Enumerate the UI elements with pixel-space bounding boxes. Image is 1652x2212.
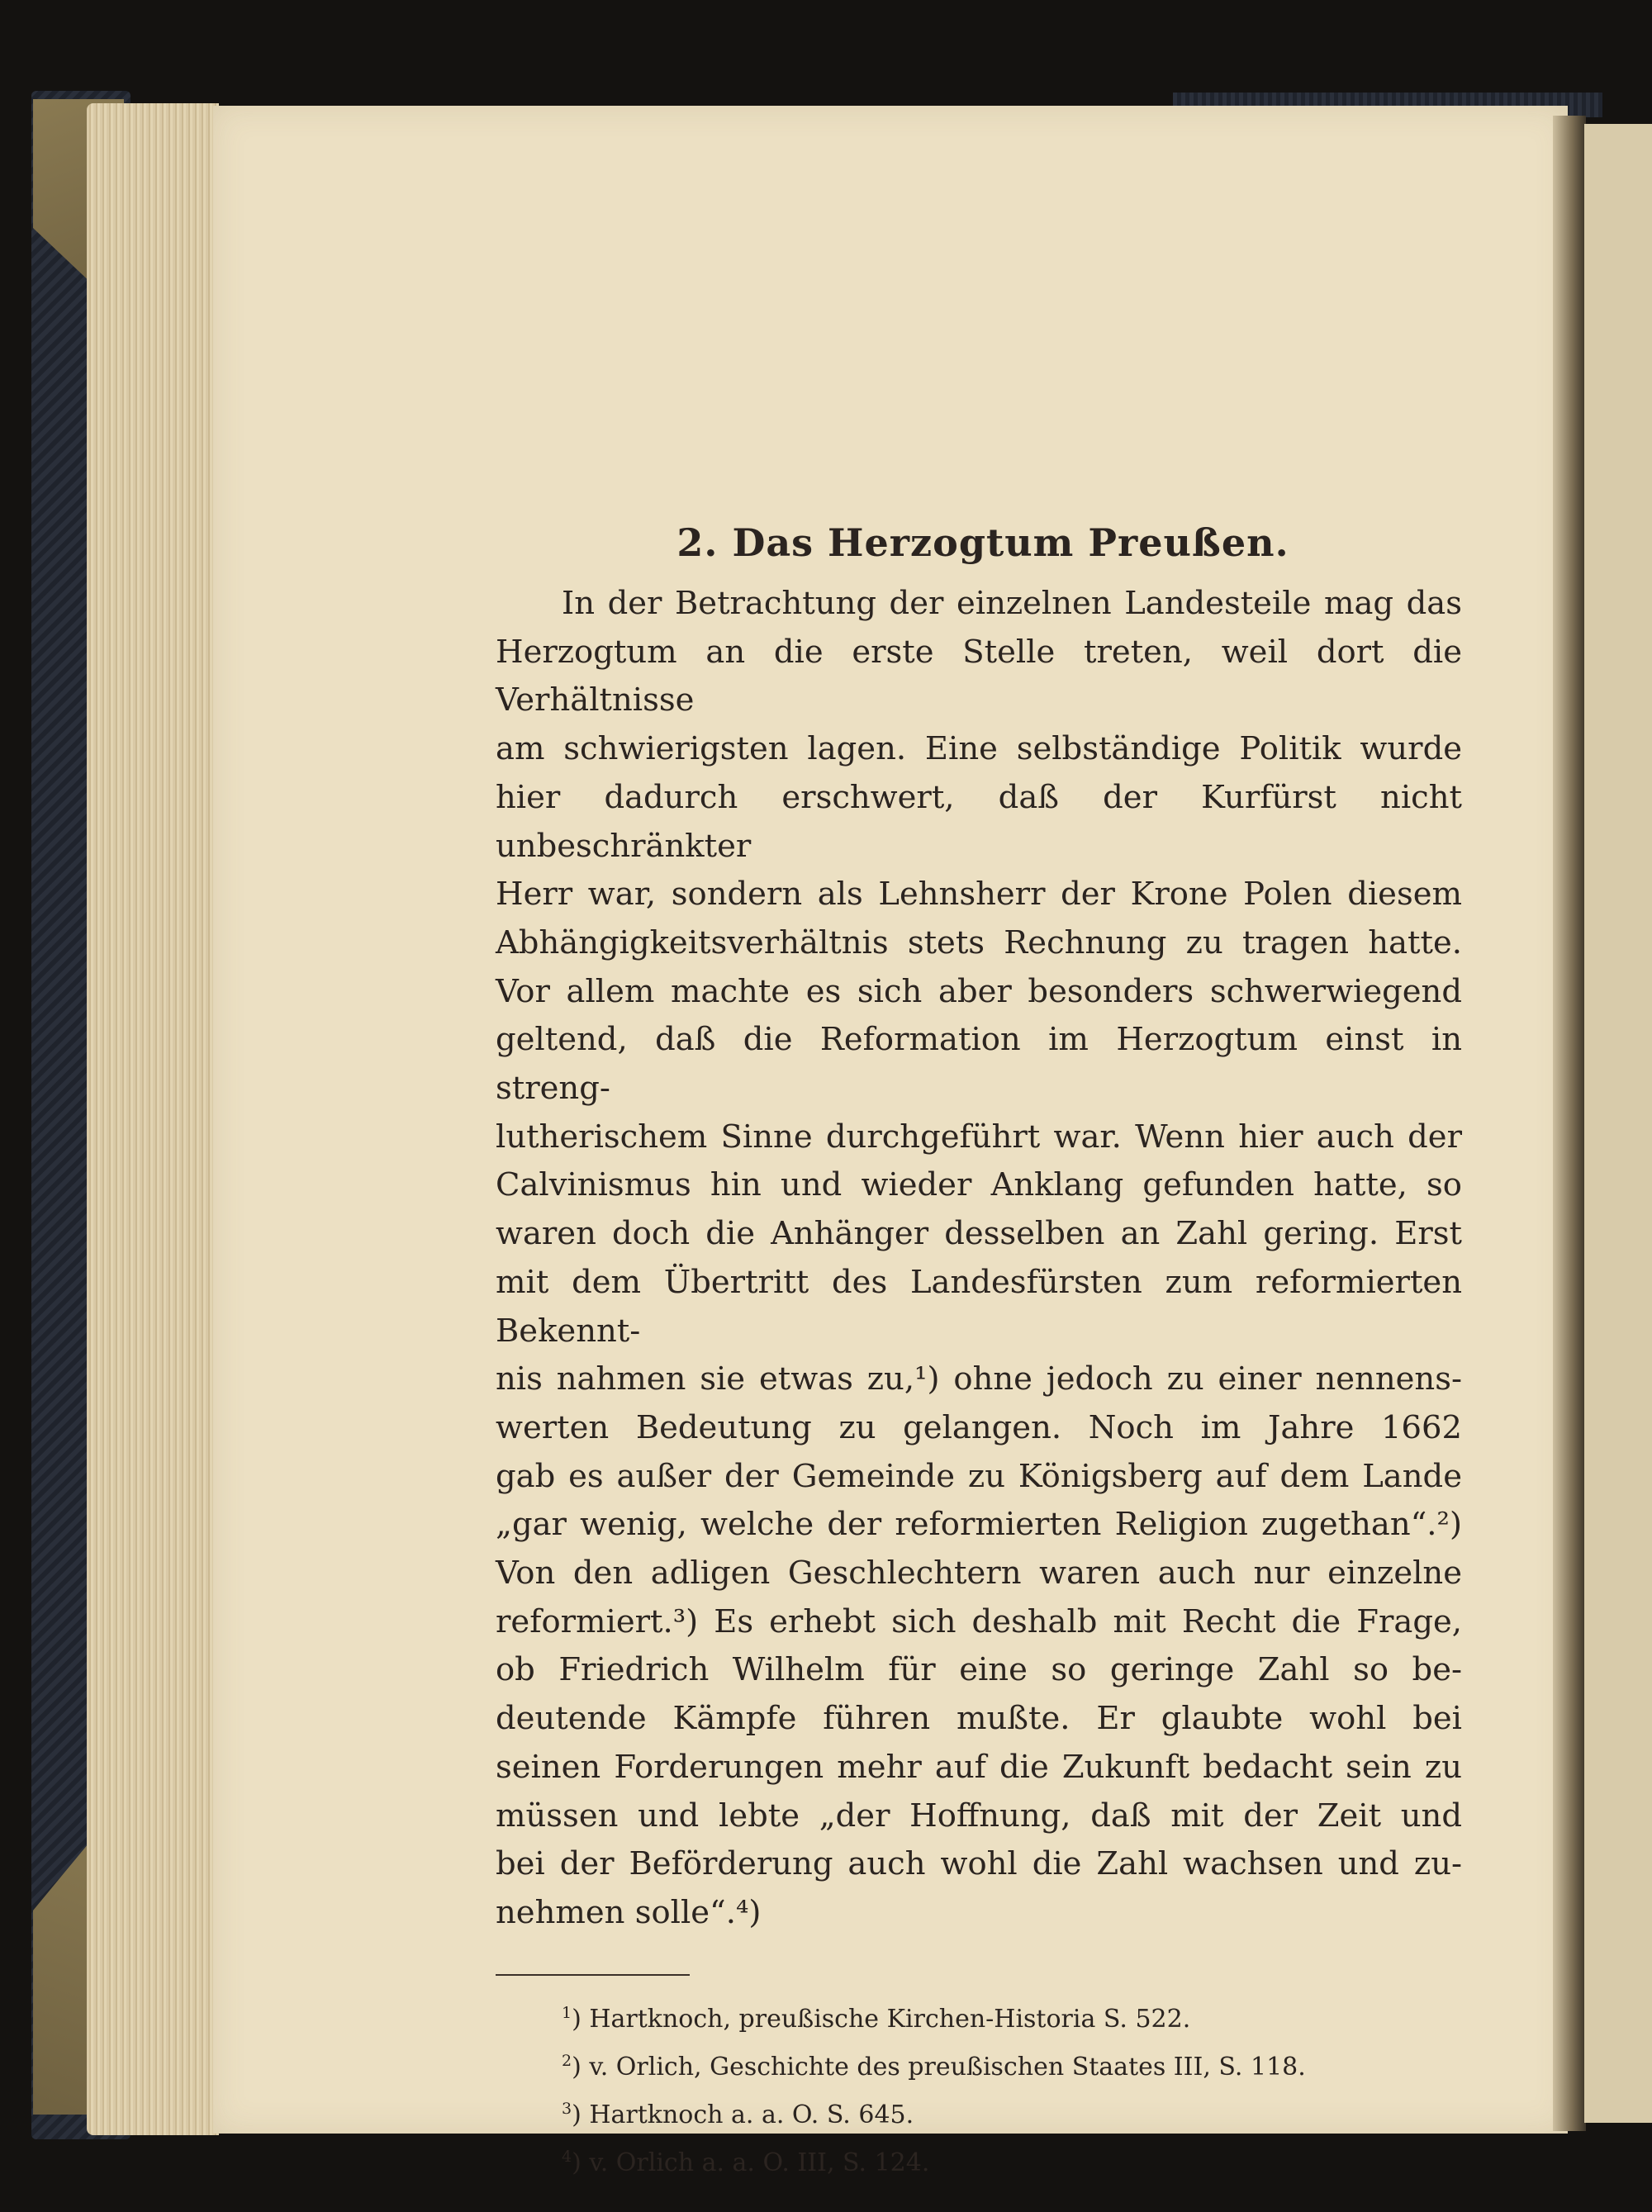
- text-line: ob Friedrich Wilhelm für eine so geringe Zahl so be-: [496, 1651, 1462, 1689]
- text-line: bei der Beförderung auch wohl die Zahl wachsen und zu-: [496, 1845, 1462, 1883]
- footnote-divider: [496, 1974, 690, 1976]
- text-line: Herzogtum an die erste Stelle treten, weil dort die Verhältnisse: [496, 633, 1462, 719]
- section-title: Das Herzogtum Preußen.: [732, 520, 1289, 565]
- page-content: [496, 520, 1462, 2184]
- text-line: lutherischem Sinne durchgeführt war. Wenn hier auch der: [496, 1118, 1462, 1156]
- page-edges: [87, 103, 219, 2135]
- text-line: nis nahmen sie etwas zu,¹) ohne jedoch zu einer nennens-: [496, 1360, 1462, 1398]
- text-line: am schwierigsten lagen. Eine selbständige Politik wurde: [496, 730, 1462, 768]
- text-line: nehmen solle“.⁴): [496, 1893, 762, 1931]
- footnote: $^2$) v. Orlich, Geschichte des preußischen Staates III, S. 118.: [562, 2051, 1306, 2081]
- text-line: Herr war, sondern als Lehnsherr der Krone Polen diesem: [496, 876, 1462, 914]
- facing-page-edge: [1584, 124, 1652, 2123]
- section-number: 2.: [676, 520, 719, 565]
- text-line: gab es außer der Gemeinde zu Königsberg auf dem Lande: [496, 1457, 1462, 1495]
- footnote: $^3$) Hartknoch a. a. O. S. 645.: [562, 2099, 914, 2129]
- footnote: $^1$) Hartknoch, preußische Kirchen-Historia S. 522.: [562, 2003, 1191, 2034]
- body-paragraph: [496, 580, 1462, 1938]
- footnotes: [496, 1992, 1462, 2184]
- text-line: Vor allem machte es sich aber besonders schwerwiegend: [496, 972, 1462, 1010]
- text-line: „gar wenig, welche der reformierten Religion zugethan“.²): [496, 1506, 1462, 1544]
- text-line: waren doch die Anhänger desselben an Zahl gering. Erst: [496, 1215, 1462, 1253]
- book-gutter: [1553, 116, 1586, 2131]
- text-line: In der Betrachtung der einzelnen Landesteile mag das: [562, 585, 1462, 622]
- text-line: deutende Kämpfe führen mußte. Er glaubte wohl bei: [496, 1700, 1462, 1738]
- text-line: geltend, daß die Reformation im Herzogtum einst in streng-: [496, 1021, 1462, 1108]
- footnote: $^4$) v. Orlich a. a. O. III, S. 124.: [562, 2147, 930, 2177]
- text-line: werten Bedeutung zu gelangen. Noch im Jahre 1662: [496, 1408, 1462, 1446]
- text-line: reformiert.³) Es erhebt sich deshalb mit Recht die Frage,: [496, 1602, 1462, 1640]
- text-line: Von den adligen Geschlechtern waren auch nur einzelne: [496, 1555, 1462, 1593]
- text-line: müssen und lebte „der Hoffnung, daß mit der Zeit und: [496, 1797, 1462, 1835]
- text-line: hier dadurch erschwert, daß der Kurfürst nicht unbeschränkter: [496, 778, 1462, 865]
- text-line: Abhängigkeitsverhältnis stets Rechnung zu tragen hatte.: [496, 923, 1462, 961]
- text-line: mit dem Übertritt des Landesfürsten zum reformierten Bekennt-: [496, 1263, 1462, 1350]
- text-line: seinen Forderungen mehr auf die Zukunft bedacht sein zu: [496, 1748, 1462, 1786]
- section-heading: [496, 520, 1462, 565]
- text-line: Calvinismus hin und wieder Anklang gefunden hatte, so: [496, 1166, 1462, 1204]
